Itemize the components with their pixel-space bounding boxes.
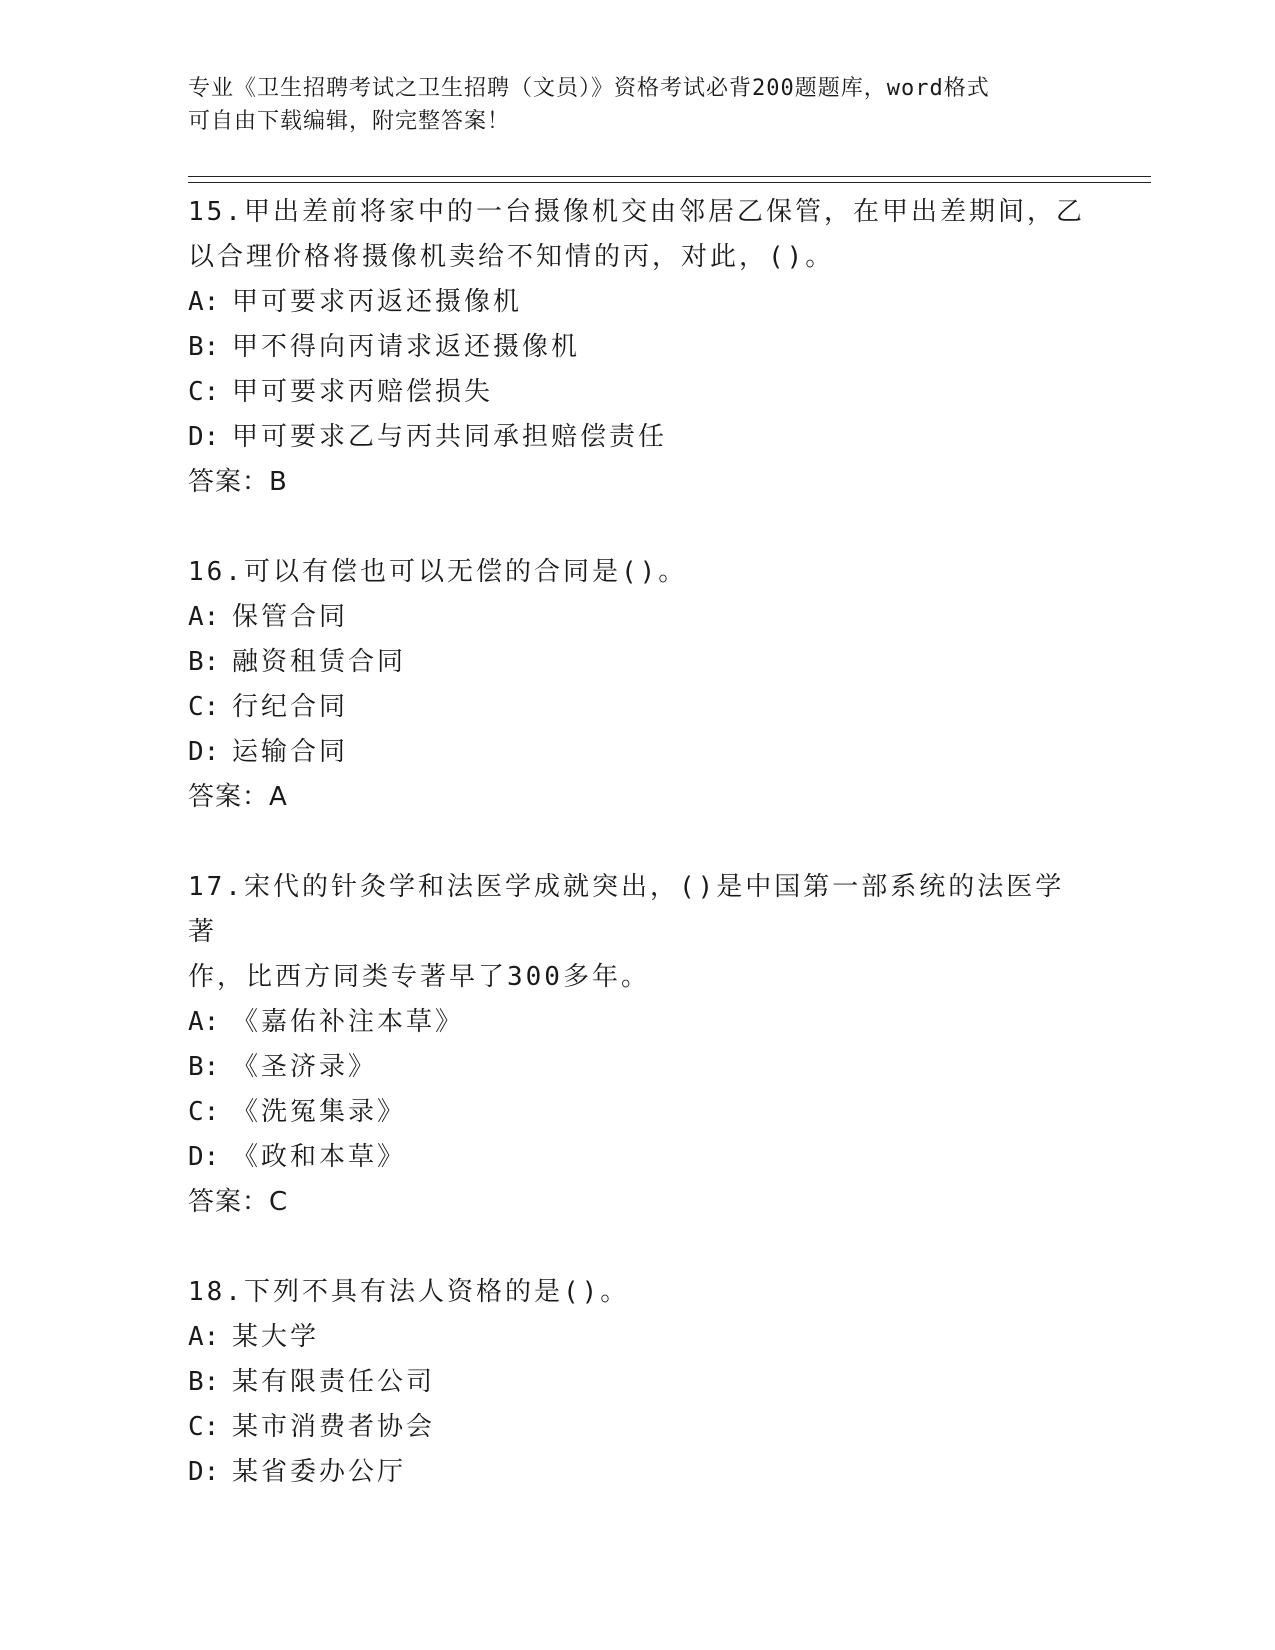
option-text: 《圣济录》: [232, 1052, 378, 1082]
option-a: [188, 1315, 1088, 1360]
question-text-line: 16.可以有偿也可以无偿的合同是()。: [188, 557, 688, 587]
option-a: [188, 595, 1088, 640]
option-text: 甲不得向丙请求返还摄像机: [232, 332, 581, 362]
option-text: 某大学: [232, 1322, 320, 1352]
question-list: [188, 190, 1088, 1540]
question-16: [188, 550, 1088, 820]
header-line-1: 专业《卫生招聘考试之卫生招聘（文员）》资格考试必背200题题库，word格式: [188, 76, 990, 101]
answer-line: 答案：A: [188, 782, 288, 812]
option-text: 《政和本草》: [232, 1142, 407, 1172]
option-d: [188, 730, 1088, 775]
question-17: [188, 865, 1088, 1225]
question-text-line: 15.甲出差前将家中的一台摄像机交由邻居乙保管，在甲出差期间，乙: [188, 197, 1085, 227]
option-text: 行纪合同: [232, 692, 349, 722]
header-divider-top: [188, 176, 1151, 177]
option-key: C:: [188, 377, 220, 407]
option-text: 某省委办公厅: [232, 1457, 407, 1487]
option-a: [188, 1000, 1088, 1045]
option-key: A:: [188, 1007, 220, 1037]
option-text: 融资租赁合同: [232, 647, 407, 677]
option-text: 《洗冤集录》: [232, 1097, 407, 1127]
option-key: A:: [188, 602, 220, 632]
option-key: A:: [188, 1322, 220, 1352]
question-18: [188, 1270, 1088, 1495]
option-text: 甲可要求乙与丙共同承担赔偿责任: [232, 422, 668, 452]
option-key: A:: [188, 287, 220, 317]
option-b: [188, 1045, 1088, 1090]
option-text: 甲可要求丙返还摄像机: [232, 287, 523, 317]
option-key: B:: [188, 647, 220, 677]
answer-line: 答案：C: [188, 1187, 289, 1217]
option-text: 《嘉佑补注本草》: [232, 1007, 465, 1037]
option-c: [188, 685, 1088, 730]
option-key: D:: [188, 737, 220, 767]
question-text-line: 以合理价格将摄像机卖给不知情的丙，对此，()。: [188, 242, 835, 272]
option-text: 保管合同: [232, 602, 349, 632]
question-text-line: 18.下列不具有法人资格的是()。: [188, 1277, 630, 1307]
option-key: B:: [188, 1367, 220, 1397]
option-key: B:: [188, 1052, 220, 1082]
answer-line: 答案：B: [188, 467, 288, 497]
option-text: 运输合同: [232, 737, 349, 767]
question-text-line: 17.宋代的针灸学和法医学成就突出，()是中国第一部系统的法医学著: [188, 872, 1065, 947]
option-text: 甲可要求丙赔偿损失: [232, 377, 494, 407]
option-a: [188, 280, 1088, 325]
option-key: D:: [188, 1457, 220, 1487]
header-line-2: 可自由下载编辑，附完整答案！: [188, 109, 511, 134]
option-text: 某有限责任公司: [232, 1367, 436, 1397]
document-header: [188, 72, 1088, 138]
header-divider-bottom: [188, 182, 1151, 183]
option-c: [188, 1090, 1088, 1135]
option-d: [188, 1450, 1088, 1495]
option-d: [188, 415, 1088, 460]
option-key: C:: [188, 1412, 220, 1442]
question-15: [188, 190, 1088, 505]
option-key: C:: [188, 1097, 220, 1127]
option-b: [188, 640, 1088, 685]
option-d: [188, 1135, 1088, 1180]
option-b: [188, 1360, 1088, 1405]
option-key: D:: [188, 422, 220, 452]
option-text: 某市消费者协会: [232, 1412, 436, 1442]
option-key: D:: [188, 1142, 220, 1172]
option-key: B:: [188, 332, 220, 362]
option-key: C:: [188, 692, 220, 722]
option-b: [188, 325, 1088, 370]
option-c: [188, 370, 1088, 415]
question-text-line: 作，比西方同类专著早了300多年。: [188, 962, 650, 992]
option-c: [188, 1405, 1088, 1450]
